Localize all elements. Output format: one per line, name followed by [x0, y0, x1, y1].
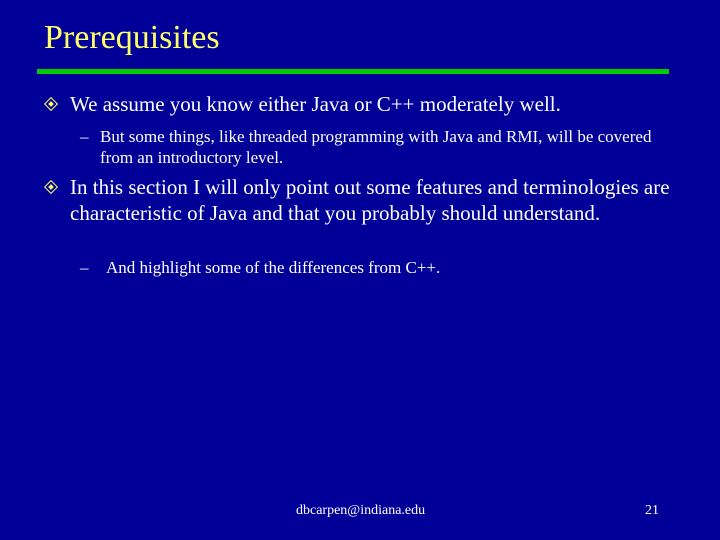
- bullet-text: In this section I will only point out some features and terminologies are characteristic of Java and that you probably should understand.: [70, 175, 670, 225]
- slide-title: Prerequisites: [44, 19, 220, 56]
- bullet-diamond-icon: [44, 97, 58, 111]
- sub-bullet-dash: –: [80, 127, 89, 146]
- sub-bullet-text: And highlight some of the differences from C++.: [106, 258, 441, 277]
- bullet-text: We assume you know either Java or C++ moderately well.: [70, 92, 561, 116]
- footer-email: dbcarpen@indiana.edu: [296, 503, 426, 518]
- page-number: 21: [645, 503, 659, 518]
- sub-bullet-text: But some things, like threaded programming with Java and RMI, will be covered from an introductory level.: [100, 127, 652, 167]
- title-divider: [37, 69, 669, 74]
- bullet-diamond-icon: [44, 180, 58, 194]
- sub-bullet-dash: –: [80, 258, 89, 277]
